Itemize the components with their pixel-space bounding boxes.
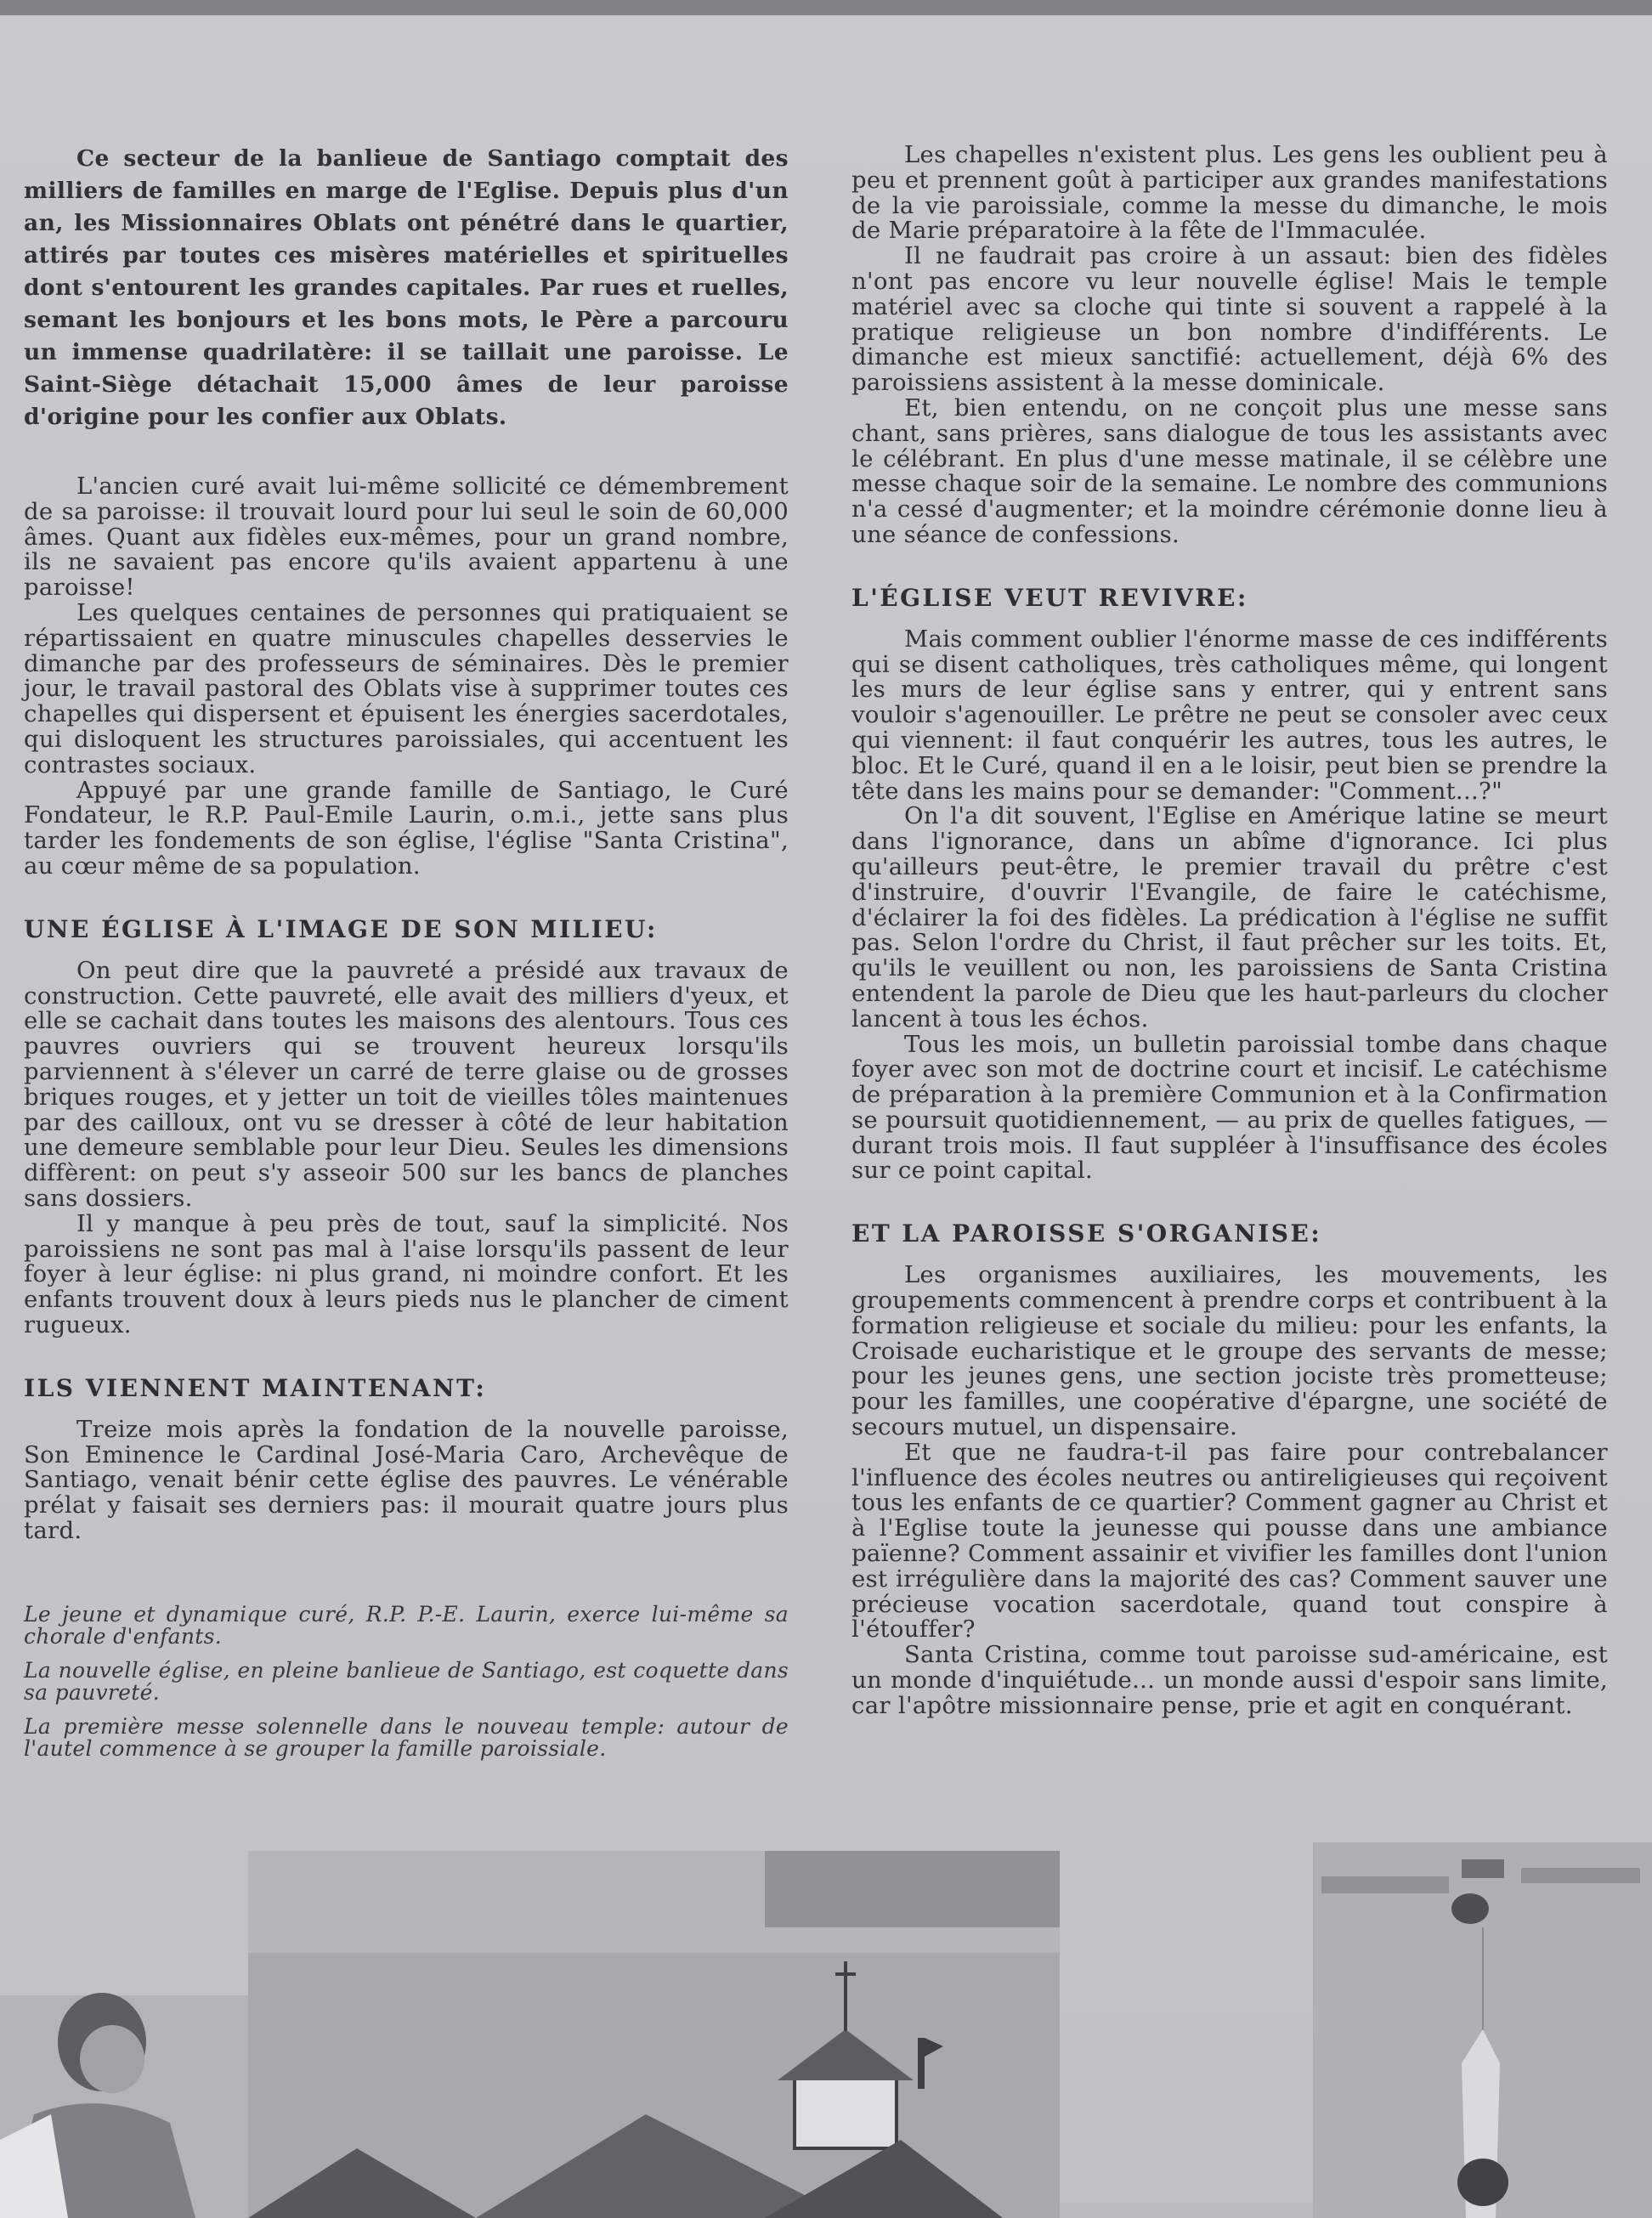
- paragraph: Tous les mois, un bulletin paroissial tombe dans chaque foyer avec son mot de doctrine court et incisif. Le catéchisme de préparation à la première Communion et à la Confirmation se poursuit quotidiennement, — au prix de quelles fatigues, — durant trois mois. Il faut suppléer à l'insuffisance des écoles sur ce point capital.: [851, 1030, 1608, 1185]
- paragraph: Il ne faudrait pas croire à un assaut: bien des fidèles n'ont pas encore vu leur nouvelle église! Mais le temple matériel avec sa cloche qui tinte si souvent a rappelé à la pratique religieuse un bon nombre d'indifférents. Le dimanche est mieux sanctifié: actuellement, déjà 6% des paroissiens assistent à la messe dominicale.: [851, 242, 1608, 397]
- right-column: [851, 143, 1608, 1719]
- paragraph: Il y manque à peu près de tout, sauf la simplicité. Nos paroissiens ne sont pas mal à l'aise lorsqu'ils passent de leur foyer à leur église: ni plus grand, ni moindre confort. Et les enfants trouvent doux à leurs pieds nus le plancher de ciment rugueux.: [24, 1209, 789, 1338]
- paragraph: Les quelques centaines de personnes qui pratiquaient se répartissaient en quatre minuscules chapelles desservies le dimanche par des professeurs de séminaires. Dès le premier jour, le travail pastoral des Oblats vise à supprimer toutes ces chapelles qui dispersent et épuisent les énergies sacerdotales, qui disloquent les structures paroissiales, qui accentuent les contrastes sociaux.: [24, 598, 789, 778]
- left-column: [24, 143, 789, 1772]
- paragraph: Mais comment oublier l'énorme masse de ces indifférents qui se disent catholiques, très catholiques même, qui longent les murs de leur église sans y entrer, qui y entrent sans vouloir s'agenouiller. Le prêtre ne peut se consoler avec ceux qui viennent: il faut conquérir les autres, tous les autres, le bloc. Et le Curé, quand il en a le loisir, peut bien se prendre la tête dans les mains pour se demander: "Comment...?": [851, 625, 1608, 805]
- page-top-edge: [0, 0, 1652, 15]
- section-heading: UNE ÉGLISE À L'IMAGE DE SON MILIEU:: [24, 914, 658, 943]
- paragraph: Et, bien entendu, on ne conçoit plus une messe sans chant, sans prières, sans dialogue de tous les assistants avec le célébrant. En plus d'une messe matinale, il se célèbre une messe chaque soir de la semaine. Le nombre des communions n'a cessé d'augmenter; et la moindre cérémonie donne lieu à une séance de confessions.: [851, 393, 1608, 548]
- intro-paragraph: Ce secteur de la banlieue de Santiago comptait des milliers de familles en marge de l'Eglise. Depuis plus d'un an, les Missionnaires Oblats ont pénétré dans le quartier, attirés par toutes ces misères matérielles et spirituelles dont s'entourent les grandes capitales. Par rues et ruelles, semant les bonjours et les bons mots, le Père a parcouru un immense quadrilatère: il se taillait une paroisse. Le Saint-Siège détachait 15,000 âmes de leur paroisse d'origine pour les confier aux Oblats.: [24, 145, 789, 430]
- photo-caption: Le jeune et dynamique curé, R.P. P.-E. Laurin, exerce lui-même sa chorale d'enfants.: [24, 1601, 789, 1649]
- paragraph: Santa Cristina, comme tout paroisse sud-américaine, est un monde d'inquiétude... un monde aussi d'espoir sans limite, car l'apôtre missionnaire pense, prie et agit en conquérant.: [851, 1641, 1608, 1719]
- paragraph: Appuyé par une grande famille de Santiago, le Curé Fondateur, le R.P. Paul-Emile Laurin, o.m.i., jette sans plus tarder les fondements de son église, l'église "Santa Cristina", au cœur même de sa population.: [24, 776, 789, 880]
- photo-choir: [0, 1993, 255, 2218]
- paragraph: Treize mois après la fondation de la nouvelle paroisse, Son Eminence le Cardinal José-Maria Caro, Archevêque de Santiago, venait bénir cette église des pauvres. Le vénérable prélat y faisait ses derniers pas: il mourait quatre jours plus tard.: [24, 1415, 789, 1544]
- right-section-3: [851, 1263, 1608, 1718]
- left-section-3: [24, 1417, 789, 1544]
- paragraph: On l'a dit souvent, l'Eglise en Amérique latine se meurt dans l'ignorance, dans un abîme d'ignorance. Ici plus qu'ailleurs peut-être, le premier travail du prêtre c'est d'instruire, d'ouvrir l'Evangile, de faire le catéchisme, d'éclairer la foi des fidèles. La prédication à l'église ne suffit pas. Selon l'ordre du Christ, il faut prêcher sur les toits. Et, qu'ils le veuillent ou non, les paroissiens de Santa Cristina entendent la parole de Dieu que les haut-parleurs du clocher lancent à tous les échos.: [851, 802, 1608, 1033]
- photo-caption: La nouvelle église, en pleine banlieue de Santiago, est coquette dans sa pauvreté.: [24, 1657, 789, 1705]
- left-section-2: [24, 956, 789, 1338]
- right-section-2: [851, 627, 1608, 1185]
- right-section-1: [851, 143, 1608, 548]
- section-heading: L'ÉGLISE VEUT REVIVRE:: [851, 583, 1248, 612]
- section-heading: ET LA PAROISSE S'ORGANISE:: [851, 1219, 1322, 1248]
- photo-mass: [1313, 1842, 1652, 2218]
- photo-church: [248, 1851, 1060, 2218]
- paragraph: Les organismes auxiliaires, les mouvements, les groupements commencent à prendre corps et contribuent à la formation religieuse et sociale du milieu: pour les enfants, la Croisade eucharistique et le groupe des servants de messe; pour les jeunes gens, une section jociste très prometteuse; pour les familles, une coopérative d'épargne, une société de secours mutuel, un dispensaire.: [851, 1261, 1608, 1441]
- paragraph: Et que ne faudra-t-il pas faire pour contrebalancer l'influence des écoles neutres ou antireligieuses qui reçoivent tous les enfants de ce quartier? Comment gagner au Christ et à l'Eglise toute la jeunesse qui pousse dans une ambiance païenne? Comment assainir et vivifier les familles dont l'union est irrégulière dans la majorité des cas? Comment sauver une précieuse vocation sacerdotale, quand tout conspire à l'étouffer?: [851, 1438, 1608, 1644]
- paragraph: Les chapelles n'existent plus. Les gens les oublient peu à peu et prennent goût à participer aux grandes manifestations de la vie paroissiale, comme la messe du dimanche, le mois de Marie préparatoire à la fête de l'Immaculée.: [851, 141, 1608, 245]
- photo-strip: [0, 1834, 1652, 2218]
- left-section-1: [24, 474, 789, 880]
- magazine-page: [0, 15, 1652, 2203]
- paragraph: On peut dire que la pauvreté a présidé aux travaux de construction. Cette pauvreté, elle avait des milliers d'yeux, et elle se cachait dans toutes les maisons des alentours. Tous ces pauvres ouvriers qui se trouvent heureux lorsqu'ils parviennent à s'élever un carré de terre glaise ou de grosses briques rouges, et y jetter un toit de vieilles tôles maintenues par des cailloux, ont vu se dresser à côté de leur habitation une demeure semblable pour leur Dieu. Seules les dimensions diffèrent: on peut s'y asseoir 500 sur les bancs de planches sans dossiers.: [24, 956, 789, 1212]
- photo-captions: [24, 1601, 789, 1761]
- photo-caption: La première messe solennelle dans le nouveau temple: autour de l'autel commence à se grouper la famille paroissiale.: [24, 1713, 789, 1761]
- paragraph: L'ancien curé avait lui-même sollicité ce démembrement de sa paroisse: il trouvait lourd pour lui seul le soin de 60,000 âmes. Quant aux fidèles eux-mêmes, pour un grand nombre, ils ne savaient pas encore qu'ils avaient appartenu à une paroisse!: [24, 472, 789, 602]
- section-heading: ILS VIENNENT MAINTENANT:: [24, 1373, 487, 1402]
